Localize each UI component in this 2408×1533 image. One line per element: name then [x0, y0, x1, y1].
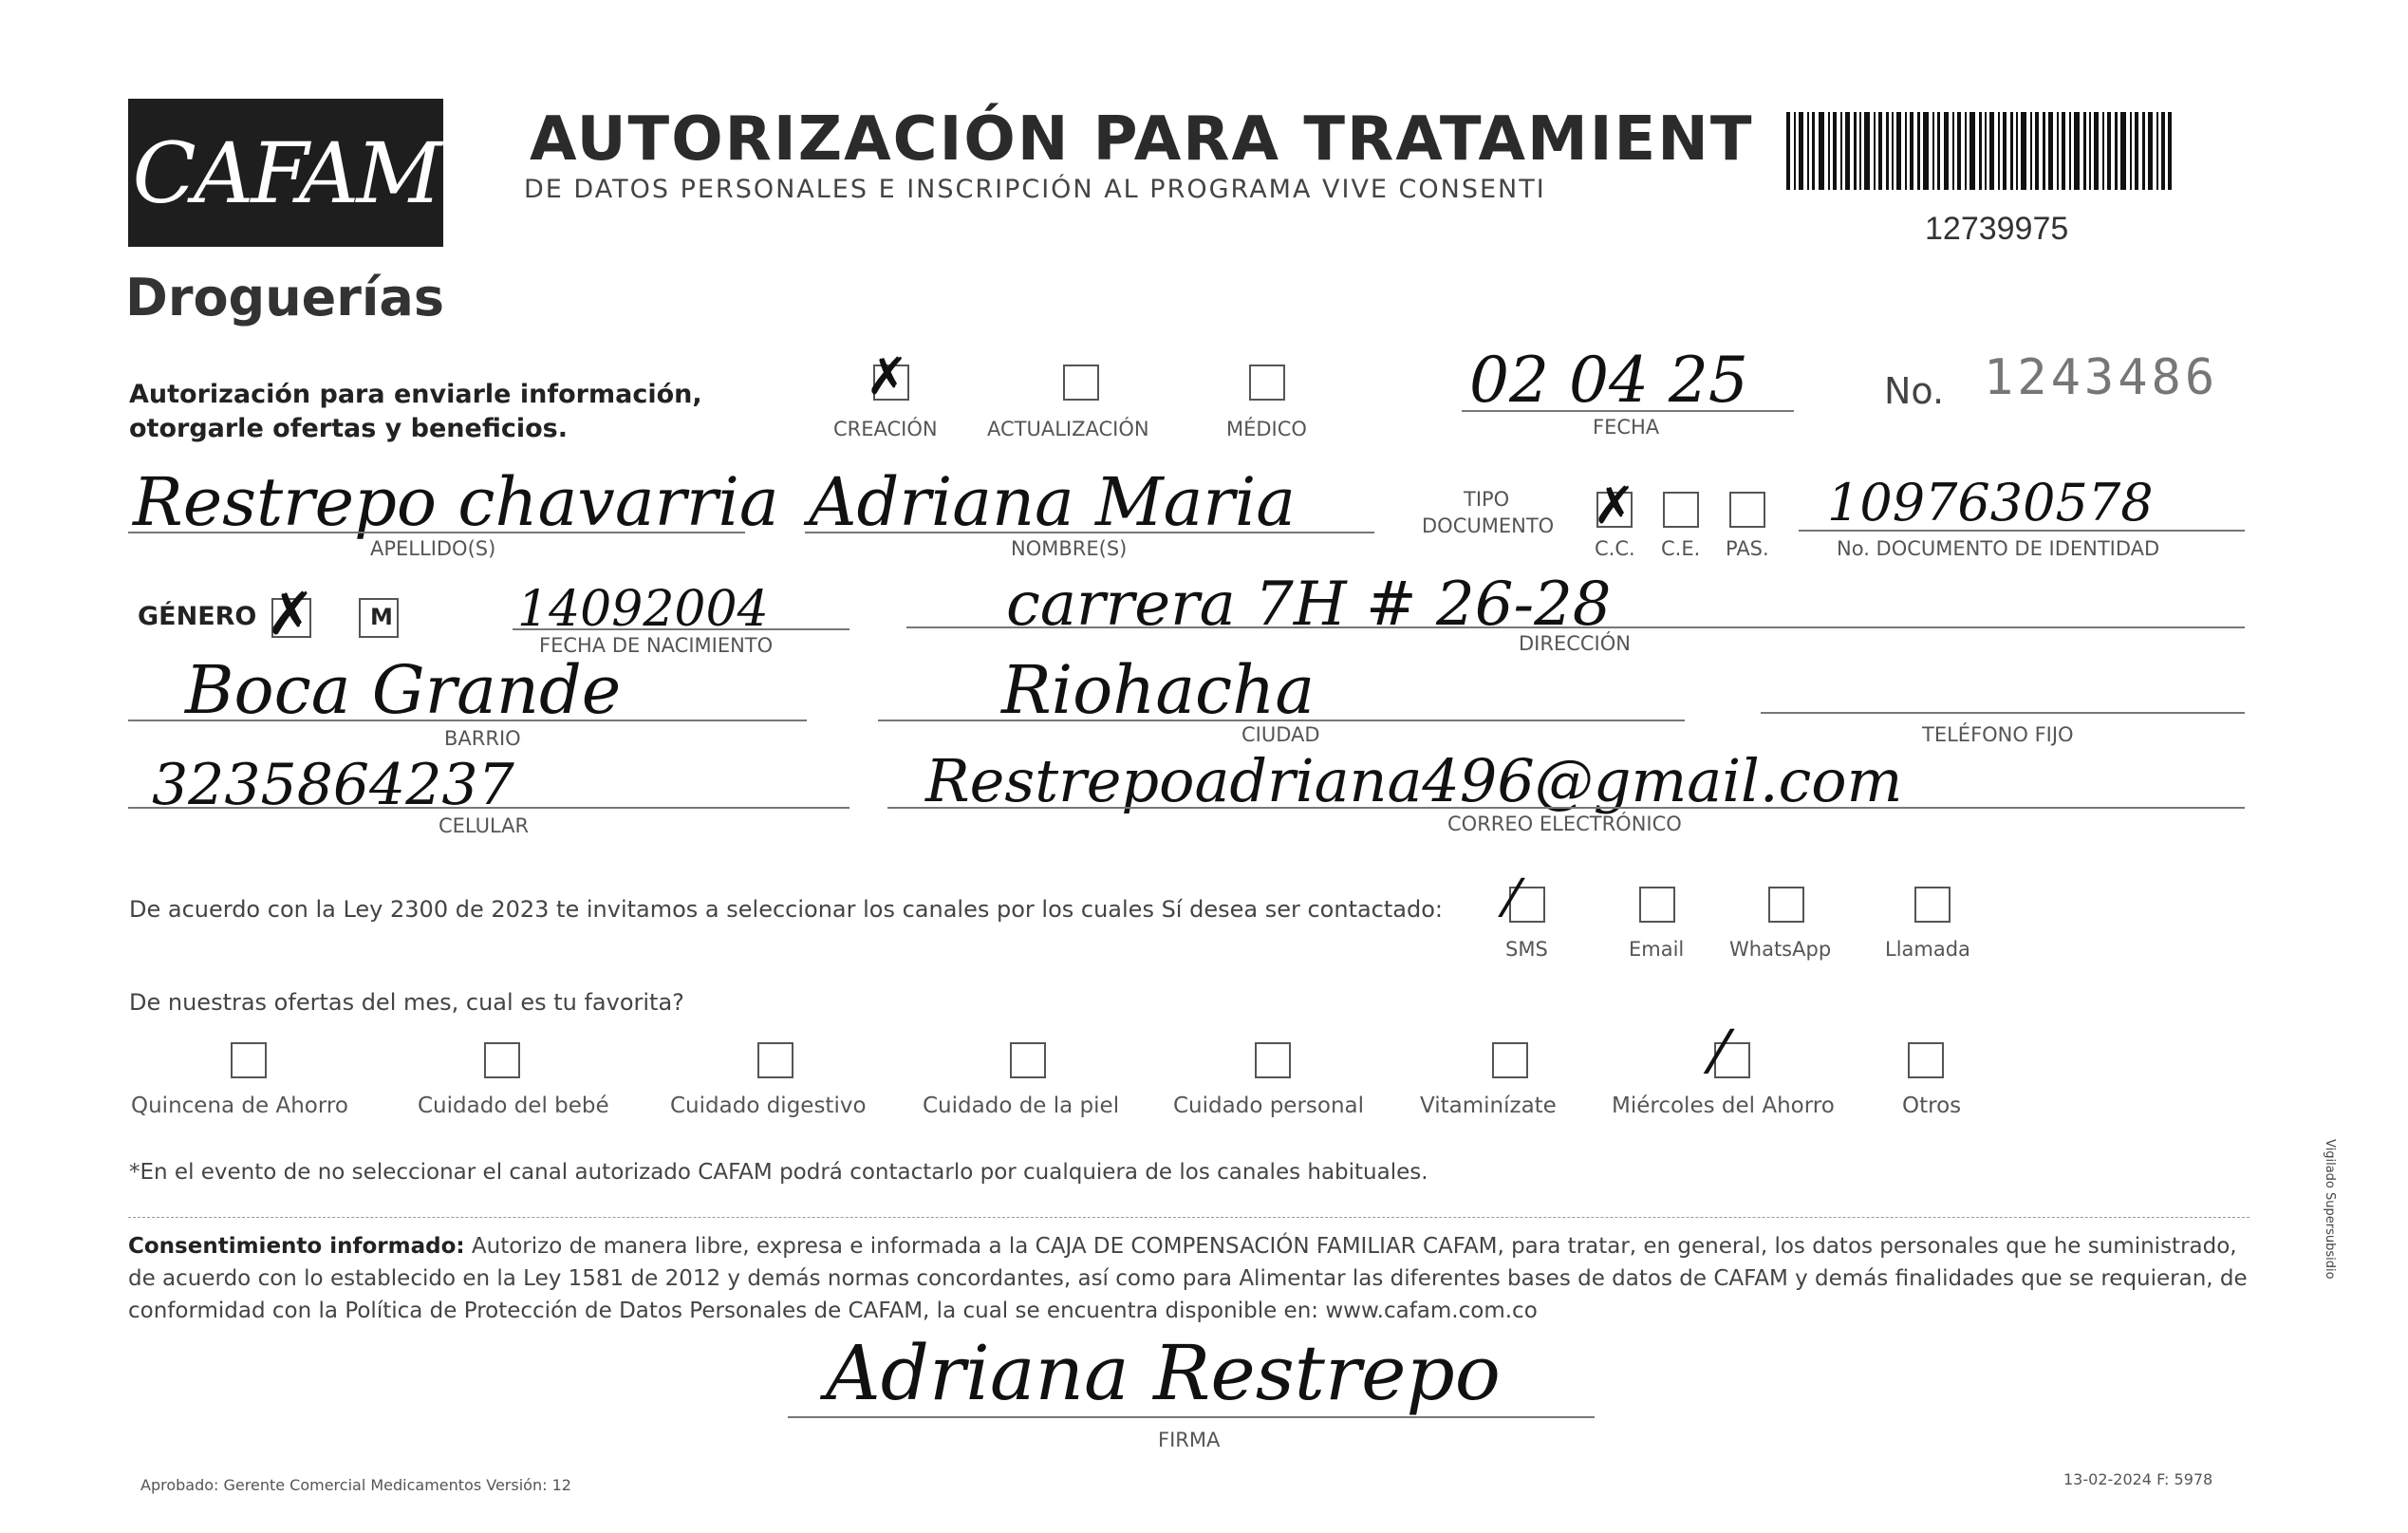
consent-body: Autorizo de manera libre, expresa e informada a la CAJA DE COMPENSACIÓN FAMILIAR CAFAM, para tratar, en general, los datos personales que he suministrado, de acuerdo con lo establecido en la Ley 1581 de 2012 y demás normas concordantes, así como para Alimentar las diferentes bases de datos de CAFAM y demás finalidades que se requieran, de conformidad con la Política de Protección de Datos Personales de CAFAM, la cual se encuentra disponible en: www.cafam.com.co [128, 1234, 2248, 1323]
checkbox-otros[interactable] [1908, 1042, 1944, 1078]
surname-value[interactable]: Restrepo chavarria [133, 463, 779, 541]
barrio-label: BARRIO [444, 727, 521, 750]
form-subtitle: DE DATOS PERSONALES E INSCRIPCIÓN AL PROGRAMA VIVE CONSENTI [524, 175, 1546, 204]
checkbox-digestivo[interactable] [757, 1042, 793, 1078]
label-email: Email [1629, 938, 1685, 961]
cafam-logo: CAFAM [128, 99, 443, 247]
address-label: DIRECCIÓN [1519, 632, 1631, 655]
checkbox-quincena[interactable] [231, 1042, 267, 1078]
label-sms: SMS [1505, 938, 1548, 961]
checkbox-personal[interactable] [1255, 1042, 1291, 1078]
cell-label: CELULAR [439, 814, 530, 837]
barcode-number: 12739975 [1925, 211, 2069, 247]
name-value[interactable]: Adriana Maria [809, 463, 1297, 541]
check-mark-icon: ⁄ [1507, 869, 1517, 928]
checkbox-llamada[interactable] [1914, 887, 1951, 923]
date-value[interactable]: 02 04 25 [1469, 344, 1748, 417]
check-mark-icon: ✗ [1593, 476, 1636, 535]
consent-heading: Consentimiento informado: [128, 1234, 465, 1259]
checkbox-email[interactable] [1639, 887, 1675, 923]
checkbox-whatsapp[interactable] [1768, 887, 1804, 923]
footer-code: 13-02-2024 F: 5978 [2063, 1470, 2213, 1488]
birth-value[interactable]: 14092004 [517, 581, 769, 638]
label-vitaminizate: Vitaminízate [1420, 1094, 1557, 1118]
intro-line-1: Autorización para enviarle información, [129, 380, 702, 409]
label-ce: C.E. [1661, 537, 1701, 560]
label-quincena: Quincena de Ahorro [131, 1094, 348, 1118]
doc-number-value[interactable]: 1097630578 [1827, 473, 2154, 533]
label-piel: Cuidado de la piel [923, 1094, 1120, 1118]
consent-paragraph [128, 1230, 2254, 1327]
gender-m-label: M [370, 604, 393, 630]
brand-subtitle: Droguerías [125, 268, 444, 327]
channel-note: *En el evento de no seleccionar el canal autorizado CAFAM podrá contactarlo por cualquiera de los canales habituales. [129, 1160, 1428, 1185]
intro-line-2: otorgarle ofertas y beneficios. [129, 414, 568, 443]
label-pas: PAS. [1726, 537, 1769, 560]
signature-label: FIRMA [1158, 1429, 1221, 1451]
doc-number-label: No. DOCUMENTO DE IDENTIDAD [1837, 537, 2160, 560]
barcode [1786, 112, 2172, 190]
phone-label: TELÉFONO FIJO [1922, 723, 2074, 746]
check-mark-icon: ✗ [266, 579, 315, 648]
signature[interactable]: Adriana Restrepo [826, 1329, 1501, 1417]
label-otros: Otros [1902, 1094, 1962, 1118]
form-title: AUTORIZACIÓN PARA TRATAMIENT [530, 104, 1754, 175]
channels-question: De acuerdo con la Ley 2300 de 2023 te invitamos a seleccionar los canales por los cuales Sí desea ser contactado: [129, 896, 1443, 923]
checkbox-pas[interactable] [1729, 492, 1765, 528]
city-label: CIUDAD [1241, 723, 1320, 746]
label-personal: Cuidado personal [1173, 1094, 1365, 1118]
label-miercoles: Miércoles del Ahorro [1612, 1094, 1835, 1118]
label-llamada: Llamada [1885, 938, 1970, 961]
name-label: NOMBRE(S) [1011, 537, 1128, 560]
label-creacion: CREACIÓN [833, 418, 938, 440]
offers-question: De nuestras ofertas del mes, cual es tu favorita? [129, 989, 684, 1016]
label-bebe: Cuidado del bebé [418, 1094, 609, 1118]
checkbox-ce[interactable] [1663, 492, 1699, 528]
label-whatsapp: WhatsApp [1729, 938, 1832, 961]
checkbox-vitaminizate[interactable] [1492, 1042, 1528, 1078]
checkbox-bebe[interactable] [484, 1042, 520, 1078]
barrio-value[interactable]: Boca Grande [185, 651, 622, 729]
date-label: FECHA [1593, 416, 1660, 439]
doc-type-label-2: DOCUMENTO [1422, 514, 1555, 537]
email-label: CORREO ELECTRÓNICO [1447, 813, 1682, 835]
surname-label: APELLIDO(S) [370, 537, 496, 560]
birth-label: FECHA DE NACIMIENTO [539, 634, 774, 657]
label-cc: C.C. [1595, 537, 1635, 560]
label-medico: MÉDICO [1226, 418, 1307, 440]
form-number: 1243486 [1984, 349, 2219, 406]
checkbox-actualizacion[interactable] [1063, 365, 1099, 401]
check-mark-icon: ⁄ [1714, 1018, 1725, 1087]
checkbox-medico[interactable] [1249, 365, 1285, 401]
city-value[interactable]: Riohacha [1001, 651, 1316, 729]
email-value[interactable]: Restrepoadriana496@gmail.com [925, 746, 1903, 815]
number-label: No. [1884, 370, 1945, 412]
doc-type-label: TIPO [1464, 488, 1510, 511]
footer-approved: Aprobado: Gerente Comercial Medicamentos Versión: 12 [140, 1476, 571, 1494]
label-actualizacion: ACTUALIZACIÓN [987, 418, 1149, 440]
side-legend: Vigilado Supersubsidio [2323, 1139, 2337, 1280]
address-value[interactable]: carrera 7H # 26-28 [1006, 570, 1612, 640]
check-mark-icon: ✗ [866, 346, 909, 406]
gender-label: GÉNERO [138, 602, 257, 631]
checkbox-piel[interactable] [1010, 1042, 1046, 1078]
cell-value[interactable]: 3235864237 [152, 752, 514, 818]
label-digestivo: Cuidado digestivo [670, 1094, 867, 1118]
